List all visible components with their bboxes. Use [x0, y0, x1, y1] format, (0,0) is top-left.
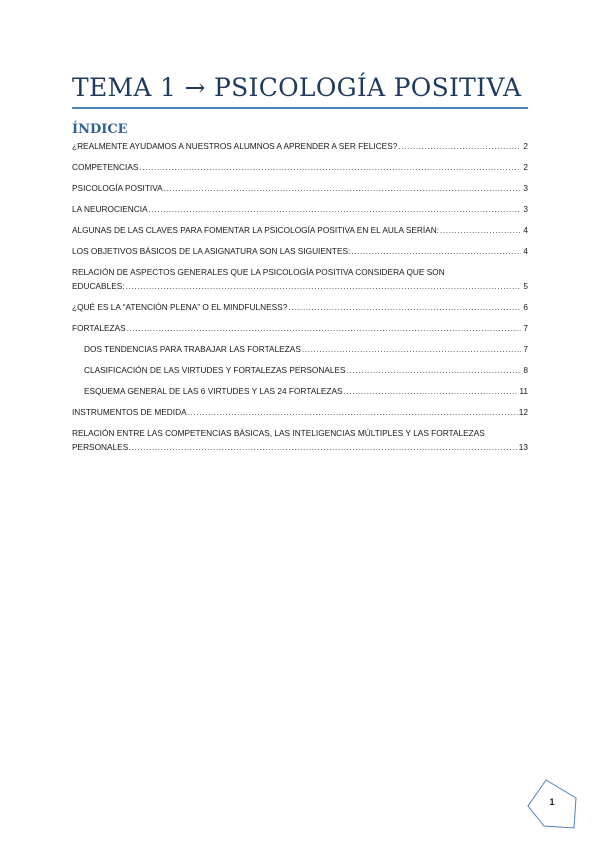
toc-entry-label: PSICOLOGÍA POSITIVA	[72, 183, 163, 193]
toc-entry-label-continued: PERSONALES.	[72, 442, 131, 452]
toc-entry[interactable]	[72, 323, 528, 334]
toc-entry[interactable]	[72, 267, 528, 292]
toc-leader-dots	[164, 183, 521, 194]
toc-subentry[interactable]	[72, 365, 528, 376]
toc-leader-dots	[288, 302, 521, 313]
toc-entry-label: ESQUEMA GENERAL DE LAS 6 VIRTUDES Y LAS 24 FORTALEZAS	[84, 386, 343, 396]
toc-entry-page: 2	[523, 162, 528, 172]
toc-leader-dots	[149, 204, 521, 215]
toc-entry-label: FORTALEZAS	[72, 323, 126, 333]
toc-entry[interactable]	[72, 407, 528, 418]
toc-entry-page: 7	[523, 323, 528, 333]
toc-entry-label: LA NEUROCIENCIA	[72, 204, 148, 214]
toc-heading: ÍNDICE	[72, 122, 128, 137]
toc-leader-dots	[127, 323, 521, 334]
table-of-contents	[72, 141, 528, 463]
toc-entry-page: 6	[523, 302, 528, 312]
toc-leader-dots	[188, 407, 518, 418]
toc-entry-label: INSTRUMENTOS DE MEDIDA	[72, 407, 187, 417]
toc-subentry[interactable]	[72, 344, 528, 355]
toc-entry-page: 2	[523, 141, 528, 151]
toc-entry-label: ¿REALMENTE AYUDAMOS A NUESTROS ALUMNOS A APRENDER A SER FELICES?	[72, 141, 398, 151]
toc-entry-page: 3	[523, 204, 528, 214]
toc-entry-label: RELACIÓN DE ASPECTOS GENERALES QUE LA PSICOLOGÍA POSITIVA CONSIDERA QUE SON	[72, 267, 445, 277]
toc-entry-label-continued: EDUCABLES:	[72, 281, 125, 291]
toc-entry-label: ¿QUÉ ES LA “ATENCIÓN PLENA” O EL MINDFULNESS?	[72, 302, 288, 312]
toc-entry-page: 3	[523, 183, 528, 193]
toc-leader-dots	[344, 386, 519, 397]
toc-entry-page: 13	[518, 442, 528, 452]
toc-leader-dots	[126, 281, 521, 292]
toc-entry-page: 7	[523, 344, 528, 354]
toc-entry-page: 11	[519, 386, 528, 396]
toc-entry-page: 8	[523, 365, 528, 375]
toc-entry[interactable]	[72, 428, 528, 453]
toc-leader-dots	[440, 225, 521, 236]
toc-entry-page: 4	[523, 225, 528, 235]
toc-entry[interactable]	[72, 141, 528, 152]
toc-leader-dots	[132, 442, 518, 453]
toc-entry-label: RELACIÓN ENTRE LAS COMPETENCIAS BÁSICAS, LAS INTELIGENCIAS MÚLTIPLES Y LAS FORTALEZAS	[72, 428, 485, 438]
toc-leader-dots	[302, 344, 521, 355]
toc-entry-page: 5	[523, 281, 528, 291]
toc-leader-dots	[351, 246, 521, 257]
page-number: 1	[549, 797, 555, 807]
toc-entry-label: COMPETENCIAS	[72, 162, 139, 172]
toc-entry-label: ALGUNAS DE LAS CLAVES PARA FOMENTAR LA PSICOLOGÍA POSITIVA EN EL AULA SERÍAN:	[72, 225, 440, 235]
toc-subentry[interactable]	[72, 386, 528, 397]
toc-leader-dots	[398, 141, 521, 152]
toc-entry[interactable]	[72, 183, 528, 194]
toc-entry[interactable]	[72, 302, 528, 313]
toc-entry-label: CLASIFICACIÓN DE LAS VIRTUDES Y FORTALEZAS PERSONALES	[84, 365, 346, 375]
page-number-badge	[526, 778, 578, 830]
toc-entry-label: DOS TENDENCIAS PARA TRABAJAR LAS FORTALEZAS	[84, 344, 301, 354]
toc-entry-label: LOS OBJETIVOS BÁSICOS DE LA ASIGNATURA SON LAS SIGUIENTES:	[72, 246, 351, 256]
toc-leader-dots	[347, 365, 521, 376]
title-underline	[72, 107, 528, 109]
toc-entry[interactable]	[72, 246, 528, 257]
toc-entry[interactable]	[72, 204, 528, 215]
toc-entry-page: 4	[523, 246, 528, 256]
toc-entry-page: 12	[518, 407, 528, 417]
page-title: TEMA 1 → PSICOLOGÍA POSITIVA	[72, 73, 522, 102]
toc-entry[interactable]	[72, 162, 528, 173]
toc-entry[interactable]	[72, 225, 528, 236]
toc-leader-dots	[139, 162, 521, 173]
